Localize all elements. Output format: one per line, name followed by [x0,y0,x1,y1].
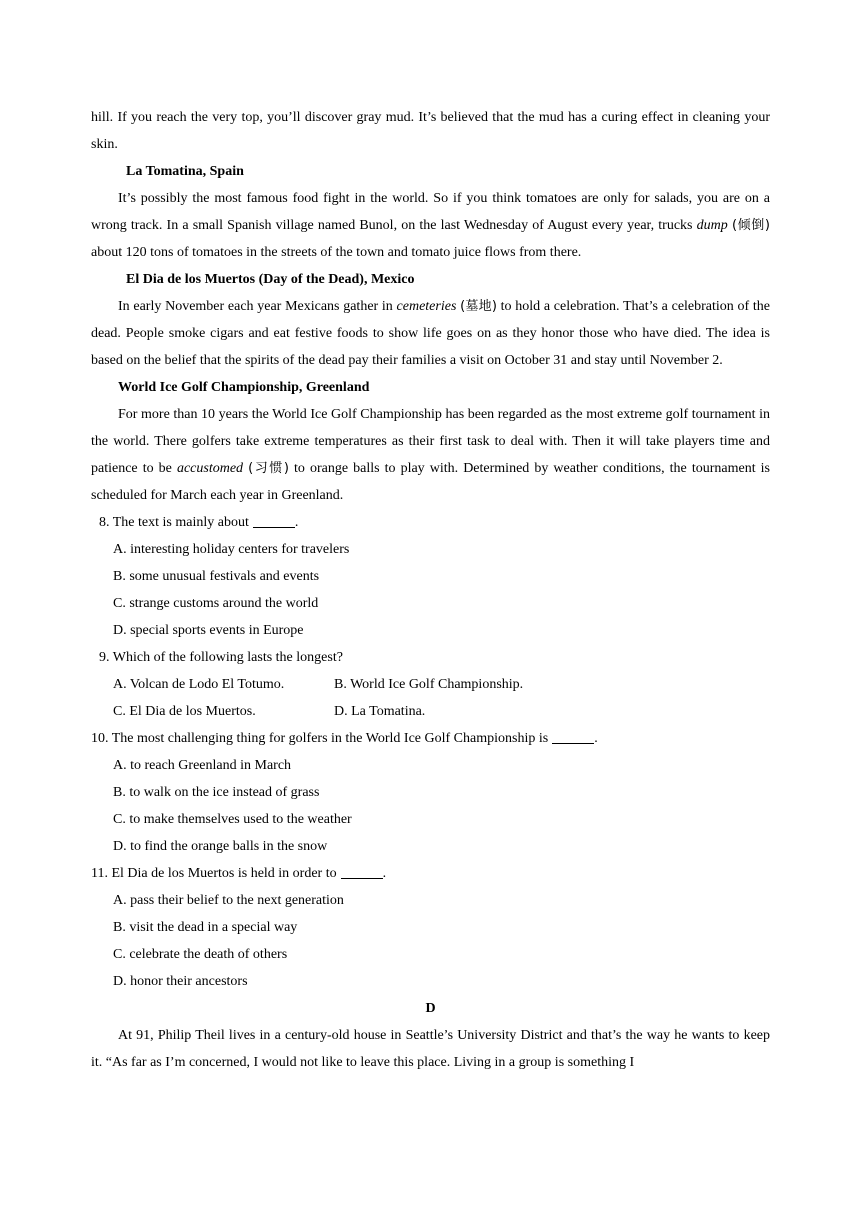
question-stem: 8. The text is mainly about . [99,515,299,530]
section-heading: El Dia de los Muertos (Day of the Dead), Mexico [126,272,415,287]
answer-option: C. celebrate the death of others [113,947,288,962]
answer-option: B. to walk on the ice instead of grass [113,785,320,800]
answer-option: B. World Ice Golf Championship. [334,677,524,692]
passage-c-body [91,104,770,1076]
section-paragraph: In early November each year Mexicans gather in cemeteries (墓地) to hold a celebration. That’s a celebration of the dead. People smoke cigars and eat festive foods to show life goes on as they honor those who have died. The idea is based on the belief that the spirits of the dead pay their families a visit on October 31 and stay until November 2. [91,299,771,368]
question-stem: 10. The most challenging thing for golfers in the World Ice Golf Championship is . [91,731,598,746]
section-heading: World Ice Golf Championship, Greenland [118,380,370,395]
glossed-term: accustomed [176,461,244,476]
term-gloss: (习惯) [248,461,289,476]
question-stem: 9. Which of the following lasts the longest? [99,650,343,665]
answer-option: A. interesting holiday centers for travelers [113,542,350,557]
answer-option: C. El Dia de los Muertos. [113,704,256,719]
option-row [91,698,770,725]
question-stem: 11. El Dia de los Muertos is held in order to . [91,866,387,881]
term-gloss: (墓地) [460,299,497,314]
section-d-paragraph: At 91, Philip Theil lives in a century-old house in Seattle’s University District and that’s the way he wants to keep it. “As far as I’m concerned, I would not like to leave this place. Living in a group is something I [91,1028,770,1070]
glossed-term: dump [696,218,728,233]
option-row [91,671,770,698]
section-label: D [425,1001,436,1016]
answer-option: B. some unusual festivals and events [113,569,320,584]
answer-option: C. to make themselves used to the weather [113,812,352,827]
continuation-paragraph: hill. If you reach the very top, you’ll discover gray mud. It’s believed that the mud has a curing effect in cleaning your skin. [91,110,770,152]
answer-option: A. Volcan de Lodo El Totumo. [113,677,285,692]
answer-option: D. La Tomatina. [334,704,426,719]
answer-option: A. pass their belief to the next generation [113,893,344,908]
term-gloss: (倾倒) [731,218,771,233]
section-paragraph: For more than 10 years the World Ice Golf Championship has been regarded as the most extreme golf tournament in the world. There golfers take extreme temperatures as their first task to deal with. Then it will take players time and patience to be accustomed (习惯) to orange balls to play with. Determined by weather conditions, the tournament is scheduled for March each year in Greenland. [91,407,770,503]
answer-blank [341,864,383,879]
section-paragraph: It’s possibly the most famous food fight in the world. So if you think tomatoes are only for salads, you are on a wrong track. In a small Spanish village named Bunol, on the last Wednesday of August every year, trucks dump (倾倒) about 120 tons of tomatoes in the streets of the town and tomato juice flows from there. [91,191,771,260]
section-heading: La Tomatina, Spain [126,164,244,179]
glossed-term: cemeteries [396,299,457,314]
answer-option: C. strange customs around the world [113,596,319,611]
answer-blank [253,513,295,528]
answer-option: D. honor their ancestors [113,974,248,989]
answer-option: D. to find the orange balls in the snow [113,839,328,854]
answer-blank [552,729,594,744]
answer-option: A. to reach Greenland in March [113,758,292,773]
answer-option: B. visit the dead in a special way [113,920,298,935]
answer-option: D. special sports events in Europe [113,623,304,638]
